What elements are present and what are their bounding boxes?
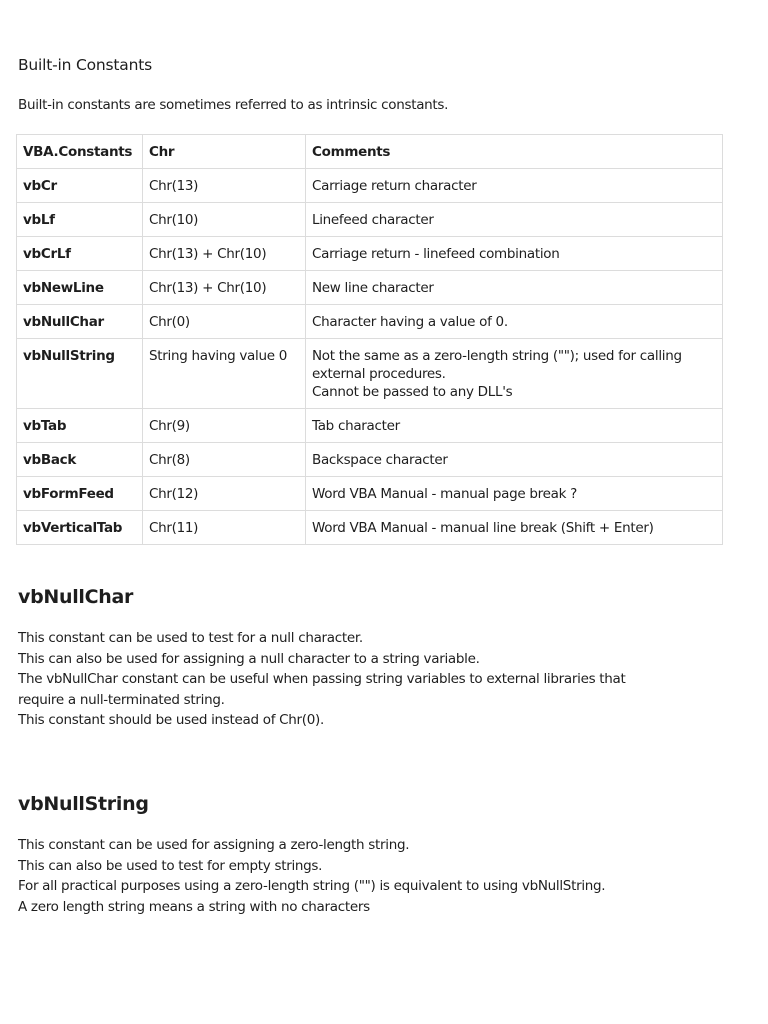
table-row <box>17 443 723 477</box>
section-vbnullstring <box>18 793 718 917</box>
table-row <box>17 203 723 237</box>
comment-line: Character having a value of 0. <box>312 314 508 330</box>
paragraph-line: This constant should be used instead of Chr(0). <box>18 712 325 728</box>
comments-cell <box>306 169 723 203</box>
comment-line: Linefeed character <box>312 212 434 228</box>
paragraph-line: This constant can be used to test for a null character. <box>18 630 363 646</box>
comment-line: Tab character <box>312 418 400 434</box>
comments-cell <box>306 511 723 545</box>
chr-cell: Chr(13) <box>143 169 306 203</box>
table-row <box>17 339 723 409</box>
comments-cell <box>306 409 723 443</box>
comments-cell <box>306 443 723 477</box>
column-header-constants: VBA.Constants <box>17 135 143 169</box>
chr-cell: Chr(13) + Chr(10) <box>143 237 306 271</box>
paragraph-line: A zero length string means a string with no characters <box>18 898 370 915</box>
intro-text: Built-in constants are sometimes referred to as intrinsic constants. <box>18 97 449 113</box>
constant-name-cell: vbNewLine <box>17 271 143 305</box>
comments-cell <box>306 305 723 339</box>
section-vbnullchar <box>18 586 718 731</box>
paragraph-line: This can also be used to test for empty strings. <box>18 857 323 874</box>
comments-cell <box>306 477 723 511</box>
constant-name-cell: vbNullChar <box>17 305 143 339</box>
comment-line: Word VBA Manual - manual page break ? <box>312 486 577 502</box>
constant-name-cell: vbCr <box>17 169 143 203</box>
table-row <box>17 305 723 339</box>
column-header-chr: Chr <box>143 135 306 169</box>
table-row <box>17 477 723 511</box>
paragraph-line: This can also be used for assigning a null character to a string variable. <box>18 650 480 667</box>
constant-name-cell: vbTab <box>17 409 143 443</box>
comment-line: Carriage return - linefeed combination <box>312 246 560 262</box>
paragraph-line: require a null-terminated string. <box>18 691 225 708</box>
table-row <box>17 169 723 203</box>
comments-cell <box>306 203 723 237</box>
constant-name-cell: vbFormFeed <box>17 477 143 511</box>
chr-cell: Chr(11) <box>143 511 306 545</box>
comment-line: Cannot be passed to any DLL's <box>312 384 513 400</box>
table-body <box>17 169 723 545</box>
section-heading: vbNullString <box>18 793 149 815</box>
paragraph-line: The vbNullChar constant can be useful when passing string variables to external libraries that <box>18 671 626 687</box>
chr-cell: Chr(0) <box>143 305 306 339</box>
constant-name-cell: vbLf <box>17 203 143 237</box>
table-row <box>17 511 723 545</box>
chr-cell: Chr(10) <box>143 203 306 237</box>
chr-cell: Chr(12) <box>143 477 306 511</box>
paragraph-line: For all practical purposes using a zero-length string ("") is equivalent to using vbNullString. <box>18 878 606 894</box>
chr-cell: String having value 0 <box>143 339 306 409</box>
constant-name-cell: vbNullString <box>17 339 143 409</box>
table-row <box>17 237 723 271</box>
table-row <box>17 409 723 443</box>
comment-line: Word VBA Manual - manual line break (Shift + Enter) <box>312 520 654 536</box>
comments-cell <box>306 237 723 271</box>
paragraph-line: This constant can be used for assigning a zero-length string. <box>18 837 410 853</box>
comment-line: Backspace character <box>312 452 448 468</box>
constants-table <box>16 134 723 545</box>
comments-cell <box>306 271 723 305</box>
comment-line: Not the same as a zero-length string (""); used for calling external procedures. <box>312 348 682 382</box>
table-header-row <box>17 135 723 169</box>
comments-cell <box>306 339 723 409</box>
comment-line: New line character <box>312 280 434 296</box>
section-heading: vbNullChar <box>18 586 134 608</box>
constant-name-cell: vbVerticalTab <box>17 511 143 545</box>
comment-line: Carriage return character <box>312 178 477 194</box>
constant-name-cell: vbBack <box>17 443 143 477</box>
chr-cell: Chr(9) <box>143 409 306 443</box>
column-header-comments: Comments <box>306 135 723 169</box>
chr-cell: Chr(13) + Chr(10) <box>143 271 306 305</box>
constant-name-cell: vbCrLf <box>17 237 143 271</box>
chr-cell: Chr(8) <box>143 443 306 477</box>
section-title: Built-in Constants <box>18 56 152 74</box>
table-row <box>17 271 723 305</box>
